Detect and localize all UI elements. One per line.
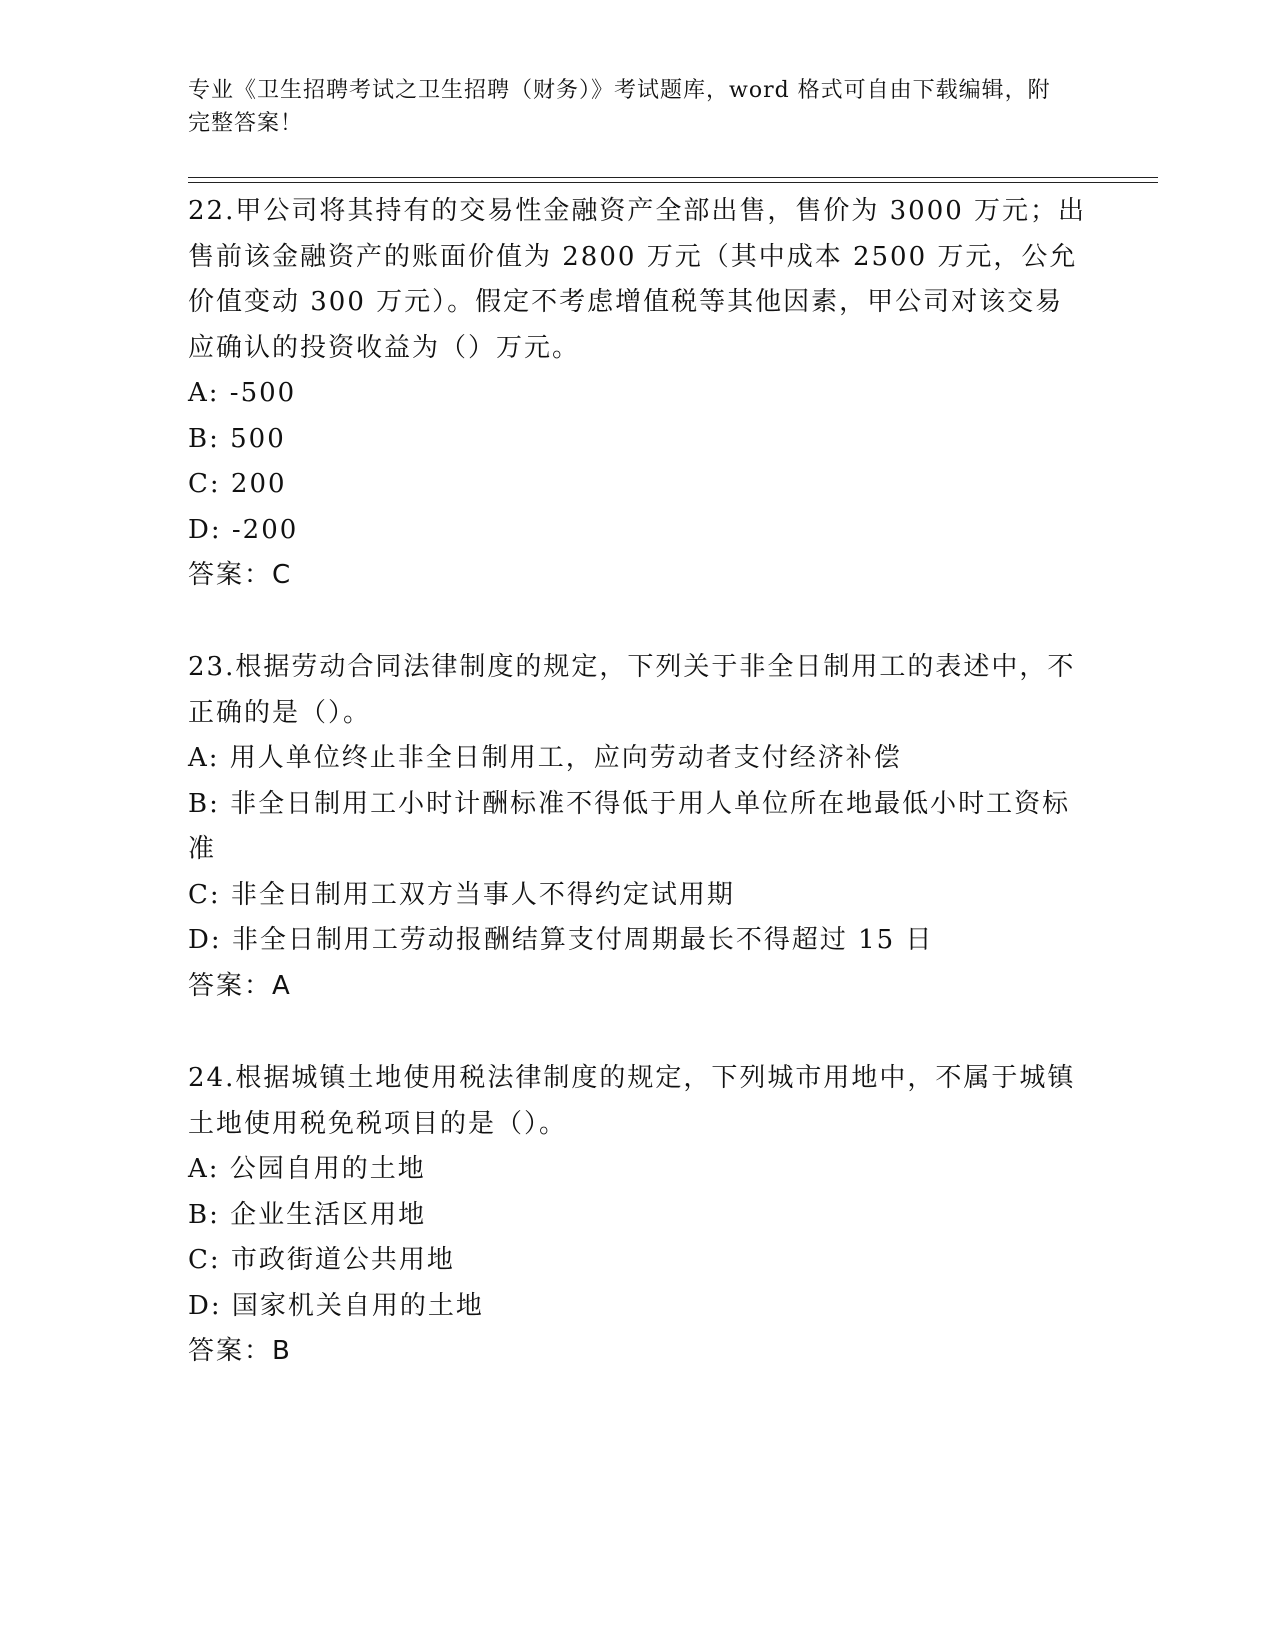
option-c: C: 200 [188, 469, 287, 499]
option-b: B: 企业生活区用地 [188, 1199, 427, 1230]
option-c: C: 非全日制用工双方当事人不得约定试用期 [188, 879, 735, 910]
option-d: D: 国家机关自用的土地 [188, 1290, 484, 1321]
question-23 [188, 645, 1088, 1009]
question-stem: 24.根据城镇土地使用税法律制度的规定，下列城市用地中，不属于城镇土地使用税免税项目的是（）。 [188, 1063, 1076, 1139]
option-d: D: 非全日制用工劳动报酬结算支付周期最长不得超过 15 日 [188, 925, 934, 955]
option-a: A: 用人单位终止非全日制用工，应向劳动者支付经济补偿 [188, 743, 902, 773]
option-b: B: 非全日制用工小时计酬标准不得低于用人单位所在地最低小时工资标准 [188, 788, 1071, 864]
header-divider-bottom [188, 182, 1158, 183]
answer: 答案：C [188, 560, 293, 590]
question-stem: 23.根据劳动合同法律制度的规定，下列关于非全日制用工的表述中，不正确的是（）。 [188, 652, 1076, 728]
question-24 [188, 1056, 1088, 1375]
question-stem: 22.甲公司将其持有的交易性金融资产全部出售，售价为 3000 万元；出售前该金融资产的账面价值为 2800 万元（其中成本 2500 万元，公允价值变动 300 万元）。假定不考虑增值税等其他因素，甲公司对该交易应确认的投资收益为（）万元。 [188, 196, 1087, 363]
option-d: D: -200 [188, 514, 299, 545]
option-c: C: 市政街道公共用地 [188, 1245, 455, 1275]
answer: 答案：A [188, 970, 292, 1001]
header-divider-top [188, 177, 1158, 178]
answer: 答案：B [188, 1336, 292, 1366]
option-a: A: -500 [188, 378, 297, 408]
option-b: B: 500 [188, 423, 286, 454]
option-a: A: 公园自用的土地 [188, 1154, 426, 1184]
document-header: 专业《卫生招聘考试之卫生招聘（财务）》考试题库，word 格式可自由下载编辑，附完整答案！ [188, 78, 1051, 136]
question-22 [188, 189, 1088, 599]
